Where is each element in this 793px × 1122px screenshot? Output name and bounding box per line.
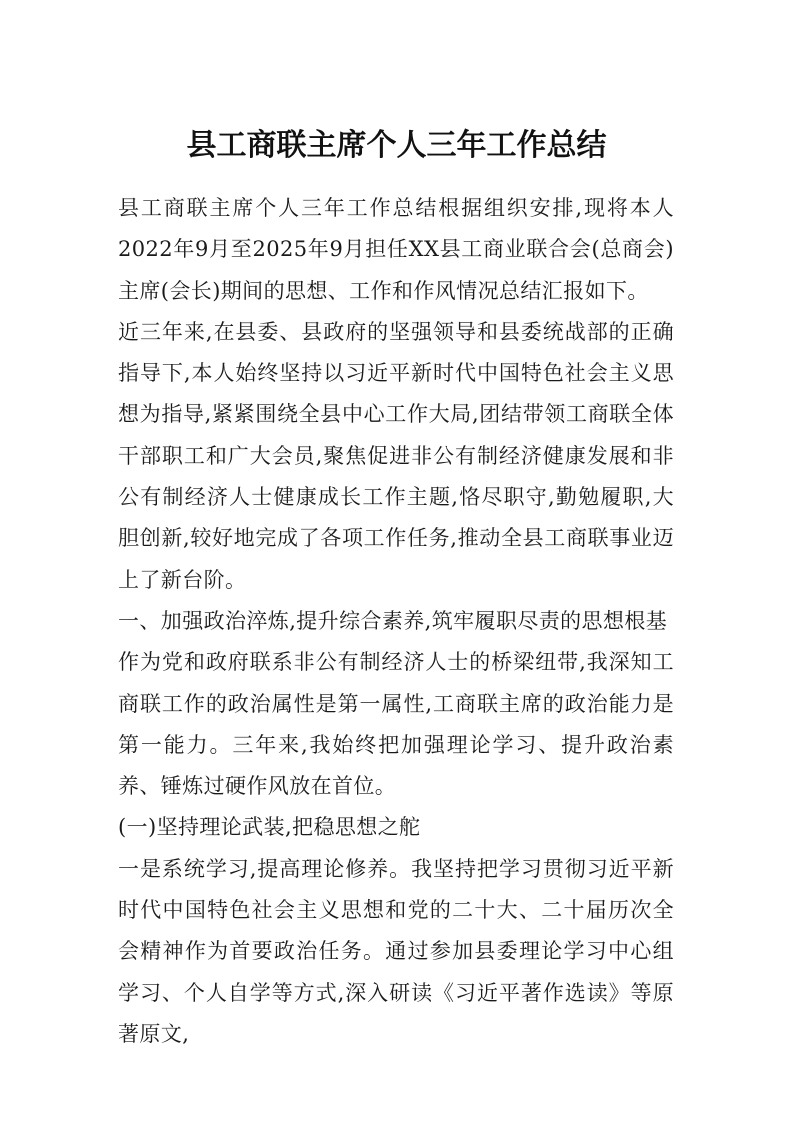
paragraph-overview: 近三年来,在县委、县政府的坚强领导和县委统战部的正确指导下,本人始终坚持以习近平新时代中国特色社会主义思想为指导,紧紧围绕全县中心工作大局,团结带领工商联全体干部职工和广大会员,聚焦促进非公有制经济健康发展和非公有制经济人士健康成长工作主题,恪尽职守,勤勉履职,大胆创新,较好地完成了各项工作任务,推动全县工商联事业迈上了新台阶。 [118, 319, 674, 592]
document-body [118, 188, 674, 1055]
subsection-heading-1: (一)坚持理论武装,把稳思想之舵 [118, 815, 421, 840]
document-title: 县工商联主席个人三年工作总结 [186, 128, 607, 163]
paragraph-section-1: 作为党和政府联系非公有制经济人士的桥梁纽带,我深知工商联工作的政治属性是第一属性,工商联主席的政治能力是第一能力。三年来,我始终把加强理论学习、提升政治素养、锤炼过硬作风放在首位。 [118, 650, 674, 799]
section-heading-1: 一、加强政治淬炼,提升综合素养,筑牢履职尽责的思想根基 [118, 608, 668, 633]
paragraph-subsection-1: 一是系统学习,提高理论修养。我坚持把学习贯彻习近平新时代中国特色社会主义思想和党的二十大、二十届历次全会精神作为首要政治任务。通过参加县委理论学习中心组学习、个人自学等方式,深入研读《习近平著作选读》等原著原文, [118, 856, 674, 1046]
paragraph-intro: 县工商联主席个人三年工作总结根据组织安排,现将本人2022年9月至2025年9月担任XX县工商业联合会(总商会)主席(会长)期间的思想、工作和作风情况总结汇报如下。 [118, 196, 674, 303]
